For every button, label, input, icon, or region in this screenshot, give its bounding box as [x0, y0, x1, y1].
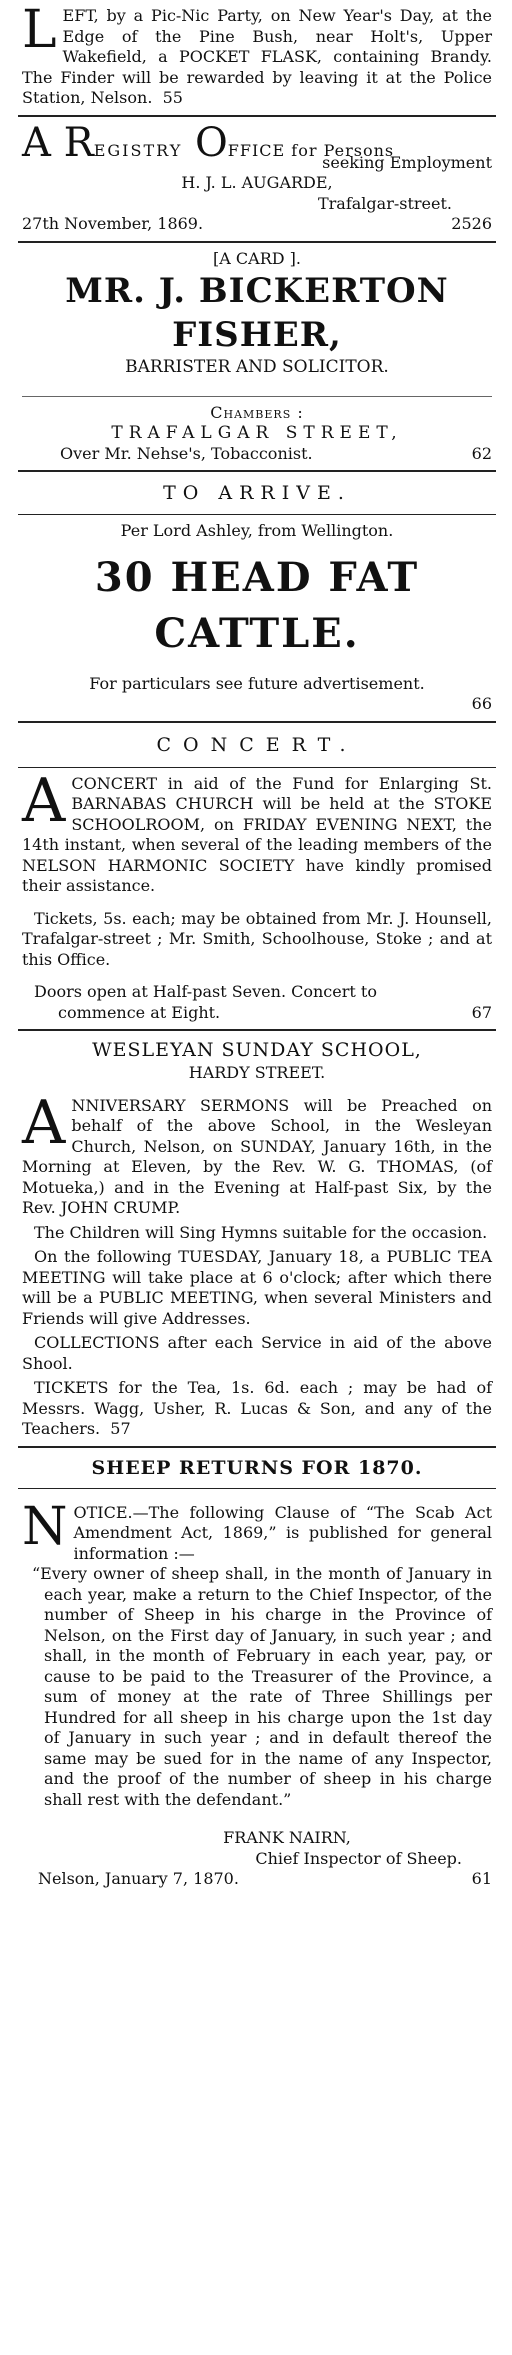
- ad-registry-office: [22, 119, 492, 235]
- arrive-heading: TO ARRIVE.: [163, 482, 351, 504]
- drop-cap: A: [22, 765, 66, 836]
- divider: [18, 1029, 496, 1031]
- sheep-quote: “Every owner of sheep shall, in the month of January in each year, make a return to the Chief Inspector, of the number of Sheep in his charge in the Province of Nelson, on the First day of January, in such year ; and shall, in the month of February in each year, pay, or cause to be paid to the Treasurer of the Province, a sum of money at the rate of Three Shillings per Hundred for all sheep in his charge upon the 1st day of January in such year ; and in default thereof the same may be sued for in the name of any Inspector, and the proof of the number of sheep in his charge shall rest with the defendant.”: [32, 1564, 492, 1809]
- sheep-signer: FRANK NAIRN,: [223, 1828, 351, 1847]
- arrive-cattle: 30 HEAD FAT CATTLE.: [94, 553, 420, 657]
- chambers-over: Over Mr. Nehse's, Tobacconist.: [60, 443, 313, 463]
- wesleyan-collections: COLLECTIONS after each Service in aid of the above Shool.: [22, 1333, 492, 1373]
- chambers-label: Chambers :: [210, 402, 304, 422]
- divider: [18, 1488, 496, 1489]
- ad-number: 57: [110, 1419, 131, 1438]
- ad-number: 55: [162, 88, 183, 107]
- ad-lost-flask: [22, 0, 492, 109]
- registry-name: H. J. L. AUGARDE,: [181, 173, 333, 192]
- ad-to-arrive: [22, 478, 492, 715]
- divider: [18, 115, 496, 117]
- sheep-heading: SHEEP RETURNS FOR 1870.: [91, 1456, 423, 1479]
- barrister-name: MR. J. BICKERTON FISHER,: [65, 271, 449, 355]
- wesleyan-tea: On the following TUESDAY, January 18, a PUBLIC TEA MEETING will take place at 6 o'clock; after which there will be a PUBLIC MEETING, when several Ministers and Friends will give Addresses.: [22, 1247, 492, 1328]
- drop-cap: N: [22, 1496, 68, 1557]
- flask-text: EFT, by a Pic-Nic Party, on New Year's Day, at the Edge of the Pine Bush, near Holt's, Upper Wakefield, a POCKET FLASK, containing Brandy. The Finder will be rewarded by leaving it at the Police Station, Nelson.: [22, 6, 492, 107]
- wesleyan-sub: HARDY STREET.: [188, 1063, 326, 1082]
- ad-barrister-card: [22, 249, 492, 465]
- ad-concert: [22, 729, 492, 1024]
- registry-line2: seeking Employment: [322, 152, 492, 172]
- drop-cap: A: [22, 1087, 66, 1158]
- registry-date: 27th November, 1869.: [22, 214, 204, 233]
- wesleyan-text: NNIVERSARY SERMONS will be Preached on behalf of the above School, in the Wesleyan Church, Nelson, on SUNDAY, January 16th, in the Morning at Eleven, by the Rev. W. G. THOMAS, (of Motueka,) and in the Evening at Half-past Six, by the Rev. JOHN CRUMP.: [22, 1095, 492, 1217]
- sheep-role: Chief Inspector of Sheep.: [255, 1848, 462, 1868]
- ad-number: 62: [471, 443, 492, 463]
- card-label: [A CARD ].: [213, 248, 301, 268]
- sheep-notice: OTICE.—The following Clause of “The Scab Act Amendment Act, 1869,” is published for general information :—: [73, 1502, 492, 1563]
- ad-number: 67: [471, 1002, 492, 1022]
- divider: [18, 1446, 496, 1448]
- sheep-clause: [32, 1564, 492, 1810]
- divider: [18, 721, 496, 723]
- concert-doors: Doors open at Half-past Seven. Concert to: [34, 982, 377, 1001]
- barrister-title: BARRISTER AND SOLICITOR.: [125, 357, 389, 377]
- wesleyan-tickets: TICKETS for the Tea, 1s. 6d. each ; may be had of Messrs. Wagg, Usher, R. Lucas & Son, and any of the Teachers.: [22, 1378, 492, 1438]
- divider: [18, 470, 496, 472]
- divider: [18, 514, 496, 515]
- concert-heading: CONCERT.: [156, 733, 358, 756]
- drop-cap: L: [22, 0, 57, 60]
- arrive-particulars: For particulars see future advertisement.: [89, 673, 425, 693]
- divider: [18, 767, 496, 768]
- registry-address: Trafalgar-street.: [317, 193, 452, 213]
- ad-number: 61: [471, 1869, 492, 1888]
- arrive-per: Per Lord Ashley, from Wellington.: [120, 521, 394, 540]
- concert-tickets: Tickets, 5s. each; may be obtained from Mr. J. Hounsell, Trafalgar-street ; Mr. Smith, Schoolhouse, Stoke ; and at this Office.: [22, 908, 492, 969]
- concert-text: CONCERT in aid of the Fund for Enlarging St. BARNABAS CHURCH will be held at the STOKE SCHOOLROOM, on FRIDAY EVENING NEXT, the 14th instant, when several of the leading members of the NELSON HARMONIC SOCIETY have kindly promised their assistance.: [22, 773, 492, 895]
- card-rule: [22, 396, 492, 397]
- sheep-date: Nelson, January 7, 1870.: [38, 1869, 239, 1888]
- ad-sheep-returns: [22, 1454, 492, 1890]
- ad-number: 2526: [451, 214, 492, 233]
- ad-wesleyan-sunday-school: [22, 1037, 492, 1440]
- wesleyan-heading: WESLEYAN SUNDAY SCHOOL,: [92, 1039, 422, 1061]
- registry-big-letters: A REGISTRY OFFICE for Persons: [22, 119, 395, 166]
- ad-number: 66: [471, 694, 492, 713]
- concert-doors-2: commence at Eight.: [58, 1002, 221, 1022]
- wesleyan-children: The Children will Sing Hymns suitable for the occasion.: [34, 1222, 488, 1242]
- chambers-street: TRAFALGAR STREET,: [111, 423, 403, 443]
- divider: [18, 241, 496, 243]
